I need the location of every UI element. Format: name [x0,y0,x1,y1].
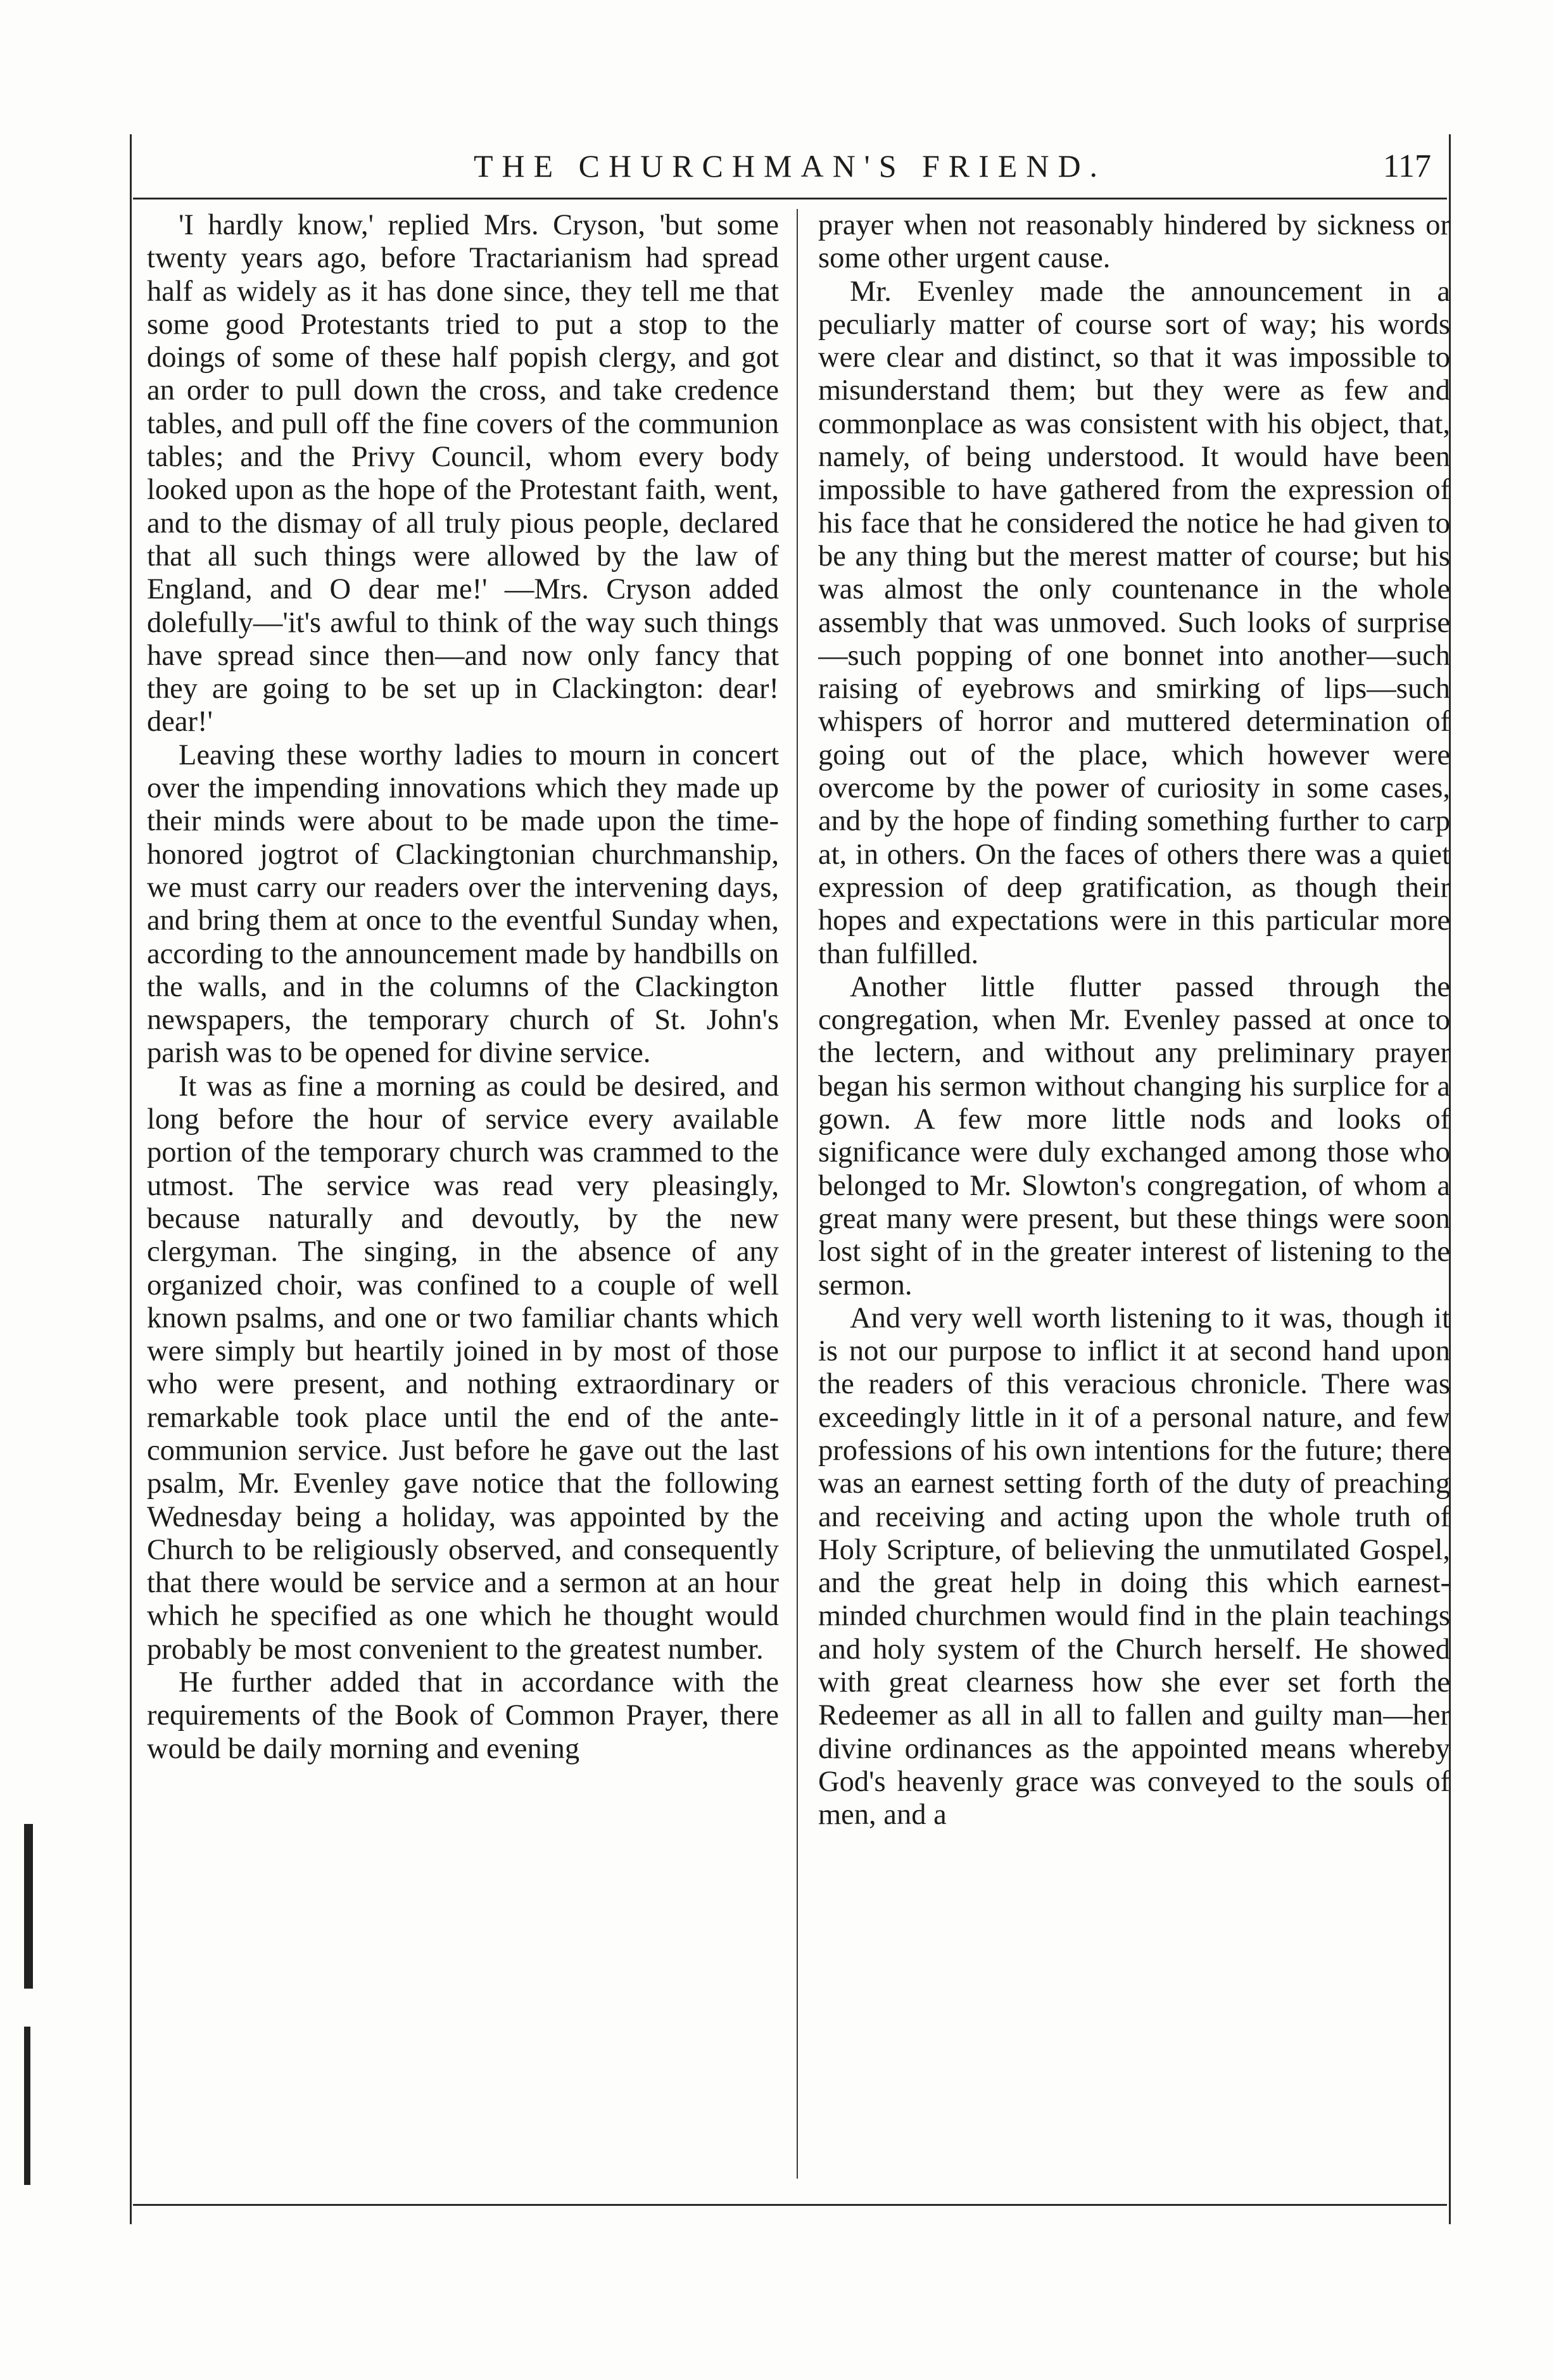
paragraph: Leaving these worthy ladies to mourn in concert over the impending innovations which they made up their minds were about to be made upon the time-honored jogtrot of Clackingtonian churchmanship, we must carry our readers over the intervening days, and bring them at once to the eventful Sunday when, according to the announcement made by handbills on the walls, and in the columns of the Clackington newspapers, the temporary church of St. John's parish was to be opened for divine service. [147,738,779,1070]
page-number: 117 [1382,148,1431,184]
running-title: THE CHURCHMAN'S FRIEND. [473,148,1107,184]
paragraph: It was as fine a morning as could be desired, and long before the hour of service every available portion of the temporary church was crammed to the utmost. The service was read very pleasingly, because naturally and devoutly, by the new clergyman. The singing, in the absence of any organized choir, was confined to a couple of well known psalms, and one or two familiar chants which were simply but heartily joined in by most of those who were present, and nothing extraordinary or remarkable took place until the end of the ante-communion service. Just before he gave out the last psalm, Mr. Evenley gave notice that the following Wednesday being a holiday, was appointed by the Church to be religiously observed, and consequently that there would be service and a sermon at an hour which he specified as one which he thought would probably be most convenient to the greatest number. [147,1070,779,1666]
column-divider [797,209,798,2179]
header-rule [133,198,1447,199]
paragraph: 'I hardly know,' replied Mrs. Cryson, 'but some twenty years ago, before Tractarianism had spread half as widely as it has done since, they tell me that some good Protestants tried to put a stop to the doings of some of these half popish clergy, and got an order to pull down the cross, and take credence tables, and pull off the fine covers of the communion tables; and the Privy Council, whom every body looked upon as the hope of the Protestant faith, went, and to the dismay of all truly pious people, declared that all such things were allowed by the law of England, and O dear me!' —Mrs. Cryson added dolefully—'it's awful to think of the way such things have spread since then—and now only fancy that they are going to be set up in Clackington: dear! dear!' [147,209,779,738]
paragraph: He further added that in accordance with the requirements of the Book of Common Prayer, there would be daily morning and evening [147,1666,779,1765]
right-column [818,209,1450,2179]
paragraph-continued: prayer when not reasonably hindered by sickness or some other urgent cause. [818,209,1450,275]
ink-mark [24,1824,33,1989]
binding-edge-marks [13,1140,51,2217]
paragraph: And very well worth listening to it was, though it is not our purpose to inflict it at second hand upon the readers of this veracious chronicle. There was exceedingly little in it of a personal nature, and few professions of his own intentions for the future; there was an earnest setting forth of the duty of preaching and receiving and acting upon the whole truth of Holy Scripture, of believing the unmutilated Gospel, and the great help in doing this which earnest-minded churchmen would find in the plain teachings and holy system of the Church herself. He showed with great clearness how she ever set forth the Redeemer as all in all to fallen and guilty man—her divine ordinances as the appointed means whereby God's heavenly grace was conveyed to the souls of men, and a [818,1301,1450,1832]
paragraph: Another little flutter passed through the congregation, when Mr. Evenley passed at once to the lectern, and without any preliminary prayer began his sermon without changing his surplice for a gown. A few more little nods and looks of significance were duly exchanged among those who belonged to Mr. Slowton's congregation, of whom a great many were present, but these things were soon lost sight of in the greater interest of listening to the sermon. [818,970,1450,1301]
paragraph: Mr. Evenley made the announcement in a peculiarly matter of course sort of way; his words were clear and distinct, so that it was impossible to misunderstand them; but they were as few and commonplace as was consistent with his object, that, namely, of being understood. It would have been impossible to have gathered from the expression of his face that he considered the notice he had given to be any thing but the merest matter of course; but his was almost the only countenance in the whole assembly that was unmoved. Such looks of surprise—such popping of one bonnet into another—such raising of eyebrows and smirking of lips—such whispers of horror and muttered determination of going out of the place, which however were overcome by the power of curiosity in some cases, and by the hope of finding something further to carp at, in others. On the faces of others there was a quiet expression of deep gratification, as though their hopes and expectations were in this particular more than fulfilled. [818,275,1450,970]
ink-mark [24,2027,30,2185]
left-column [147,209,779,2179]
running-header [133,142,1447,193]
footer-rule [133,2204,1447,2206]
